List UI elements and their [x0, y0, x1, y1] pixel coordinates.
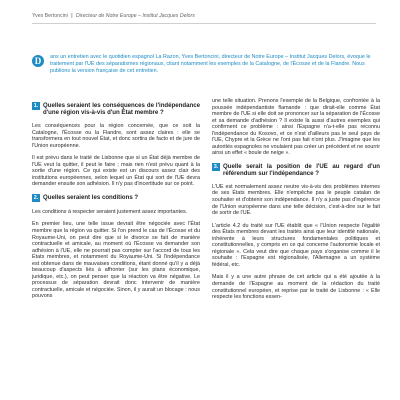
header-divider — [32, 23, 376, 24]
question-2-title: Quelles seraient les conditions ? — [43, 193, 139, 201]
answer-2-paragraph-1: Les conditions à respecter seraient justement assez importantes. — [32, 208, 188, 215]
answer-3-paragraph-3: Mais il y a une autre phrase de cet article qui a été ajoutée à la demande de l'Espagne au moment de la rédaction du traité constitutionnel européen, et reprise par le traité de Lisbonne : « Elle respecte les fonctions essen- — [212, 274, 380, 301]
answer-2-paragraph-2: En premier lieu, une telle issue devrait être négociée avec l'État membre que la région va quitter. Si l'on prend le cas de l'Écosse et du Royaume-Uni, on peut dire que si le divorce se fait de manière contractuelle et amicale, au moment où l'Écosse va demander son adhésion à l'UE, elle ne pourrait pas compter sur l'accord de tous les États membres, et notamment du Royaume-Uni. Si l'indépendance est obtenue dans de mauvaises conditions, étant donné qu'il y a déjà beaucoup d'aspects liés à affronter (sur les plans économique, juridique, etc.), on peut penser que la réaction va être négative. Le processus de séparation devrait donc intervenir de manière contractuelle, amicale et négociée. Sinon, il y aurait un blocage : nous pouvons — [32, 221, 200, 300]
header-separator: | — [71, 13, 73, 19]
question-1 — [32, 102, 200, 116]
answer-1-paragraph-2: Il est prévu dans le traité de Lisbonne que si un État déjà membre de l'UE veut la quitter, il peut le faire ; mais rien n'est prévu quant à la sortie d'une région. Ce qui existe est un discours assez clair des institutions européennes, selon lequel un État qui sort de l'UE devra demander ensuite son adhésion. Il n'y pas d'incertitude sur ce point. — [32, 155, 200, 188]
answer-1-paragraph-1: Les conséquences pour la région concernée, que ce soit la Catalogne, l'Écosse ou la Flandre, sont assez claires : elle se transformera en tout nouvel État, et donc sortira de facto et de jure de l'Union européenne. — [32, 123, 200, 149]
question-1-number: 1. — [33, 103, 39, 109]
answer-3-paragraph-2: L'article 4.2 du traité sur l'UE établit que « l'Union respecte l'égalité des États membres devant les traités ainsi que leur identité nationale, inhérente à leurs structures fondamentales politiques et constitutionnelles, y compris en ce qui concerne l'autonomie locale et régionale ». Cela veut dire que chaque pays s'organise comme il le souhaite : l'Espagne est régionalisée, l'Allemagne a un système fédéral, etc. — [212, 222, 380, 268]
answer-2-continued: une telle situation. Prenons l'exemple de la Belgique, confrontée à la poussée indépendantiste flamande : que dirait-elle comme État membre de l'UE si elle doit se prononcer sur la séparation de l'Écosse et sa demande d'adhésion ? Il existe là aussi d'autres exemples qui confirment ce problème : ainsi l'Espagne n'a-t-elle pas reconnu l'indépendance du Kosovo, et ce n'est d'ailleurs pas le seul pays de l'UE, Chypre et la Grèce ne l'ont pas fait n'ont plus. J'imagine que les autorités espagnoles ne voulaient pas créer un précédent et ne sourrir ainsi un effet « boule de neige ». — [212, 98, 380, 157]
answer-3-paragraph-1: L'UE est normalement assez neutre vis-à-vis des problèmes internes de ses États membres. Elle n'empêche pas le peuple catalan de souhaiter et d'obtenir son indépendance. Il n'y a juste pas d'ingérence de l'Union européenne dans une telle décision, c'est-à-dire sur le fait de sortir de l'UE. — [212, 183, 380, 217]
intro-paragraph: ans un entretien avec le quotidien espagnol La Razon, Yves Bertoncini, directeur de Notre Europe – Institut Jacques Delors, évoque le traitement par l'UE des séparatismes régionaux, citant notamment les exemples de la Catalogne, de l'Écosse et de la Flandre. Nous publions la version française de cet entretien. — [50, 54, 371, 74]
intro-dropcap-badge: D — [32, 55, 44, 67]
left-column — [32, 102, 200, 306]
question-2 — [32, 194, 200, 202]
running-header — [32, 13, 376, 19]
question-1-title: Quelles seraient les conséquences de l'indépendance d'une région vis-à-vis d'un État membre ? — [43, 102, 200, 116]
header-author: Yves Bertoncini — [32, 13, 68, 19]
question-2-number: 2. — [33, 194, 39, 201]
header-role: Directeur de Notre Europe – Institut Jacques Delors — [76, 13, 195, 19]
question-3-title: Quelle serait la position de l'UE au regard d'un référendum sur l'indépendance ? — [223, 162, 380, 177]
question-3-number: 3. — [213, 163, 219, 170]
question-3 — [212, 163, 380, 177]
right-column — [212, 98, 380, 307]
